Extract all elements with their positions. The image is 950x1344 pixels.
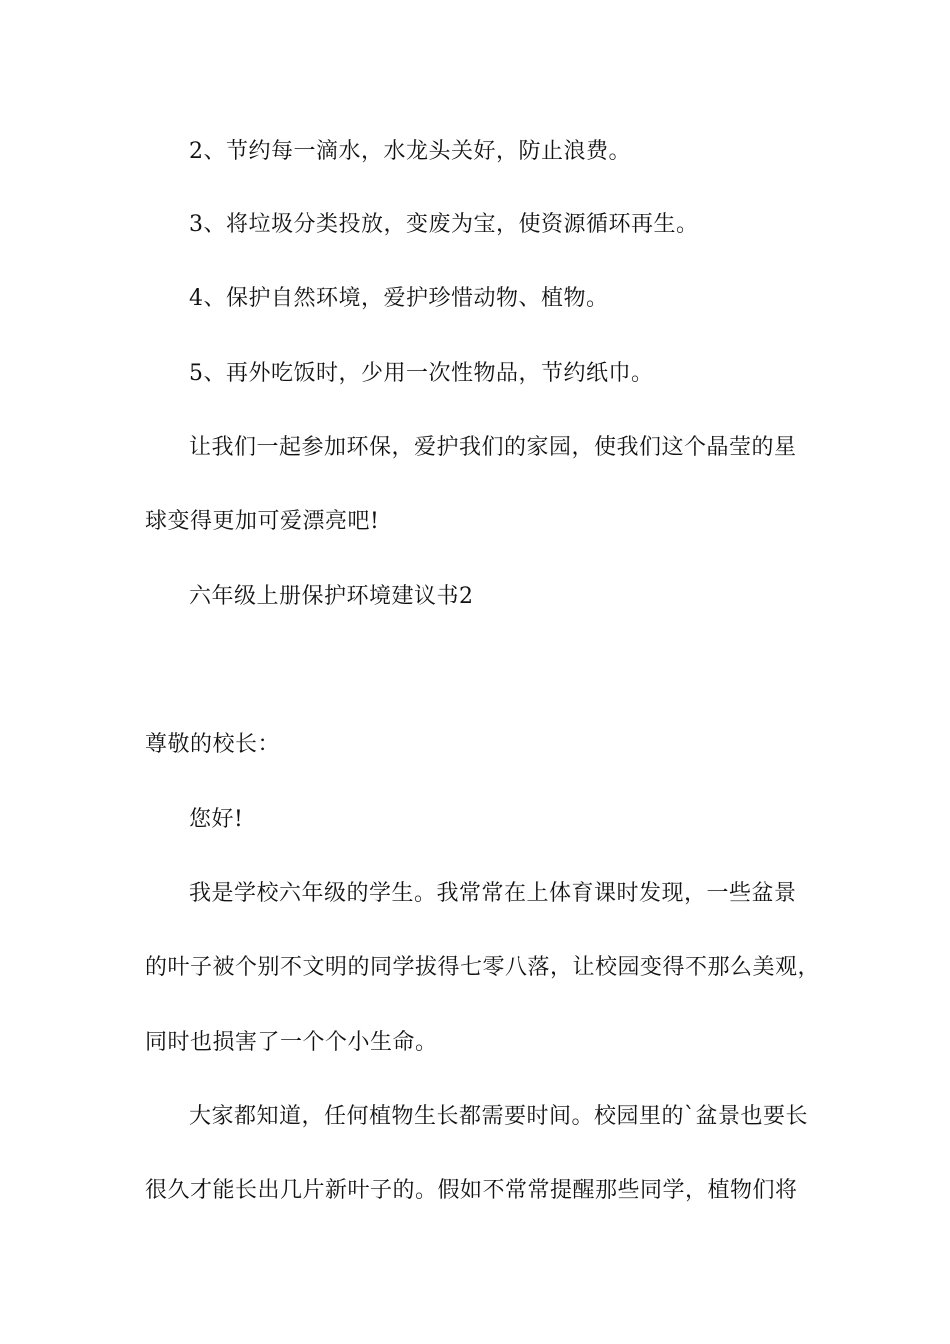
paragraph-line: 球变得更加可爱漂亮吧!: [145, 509, 380, 534]
list-item-reduce-disposables: 5、再外吃饭时，少用一次性物品，节约纸巾。: [189, 361, 654, 386]
paragraph-line: 同时也损害了一个个小生命。: [145, 1030, 438, 1055]
list-item-sort-garbage: 3、将垃圾分类投放，变废为宝，使资源循环再生。: [189, 212, 699, 237]
paragraph-line: 的叶子被个别不文明的同学拔得七零八落，让校园变得不那么美观，: [145, 955, 821, 980]
paragraph-line: 大家都知道，任何植物生长都需要时间。校园里的`盆景也要长: [189, 1104, 809, 1129]
section-title: 六年级上册保护环境建议书2: [189, 584, 474, 609]
salutation: 尊敬的校长：: [145, 732, 281, 757]
paragraph-line: 让我们一起参加环保，爱护我们的家园，使我们这个晶莹的星: [189, 435, 797, 460]
list-item-save-water: 2、节约每一滴水，水龙头关好，防止浪费。: [189, 139, 631, 164]
greeting: 您好!: [189, 807, 244, 832]
paragraph-line: 很久才能长出几片新叶子的。假如不常常提醒那些同学，植物们将: [145, 1178, 798, 1203]
list-item-protect-nature: 4、保护自然环境，爱护珍惜动物、植物。: [189, 286, 609, 311]
paragraph-line: 我是学校六年级的学生。我常常在上体育课时发现，一些盆景: [189, 881, 797, 906]
